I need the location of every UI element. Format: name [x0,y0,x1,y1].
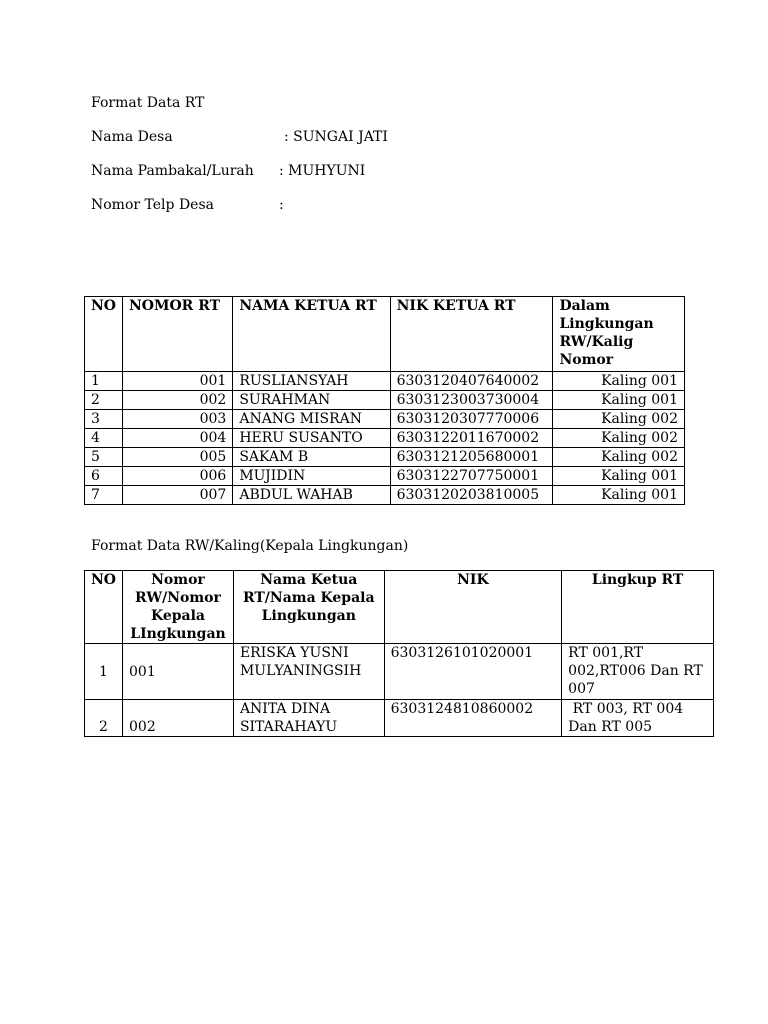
table-row [85,644,714,700]
cell-lingkup-rt: RT 001,RT 002,RT006 Dan RT 007 [562,644,714,700]
cell-nomor-rt: 002 [123,391,233,410]
cell-kaling: Kaling 002 [553,429,685,448]
cell-nomor-rt: 005 [123,448,233,467]
cell-nomor-rw: 001 [123,644,234,700]
field-label-nomor-telp: Nomor Telp Desa [91,197,214,213]
table-row [85,391,685,410]
cell-no: 6 [85,467,123,486]
cell-no: 2 [85,700,123,737]
cell-nik: 6303126101020001 [384,644,562,700]
cell-no: 2 [85,391,123,410]
rw-table-header-row [85,571,714,644]
cell-nama-ketua: ABDUL WAHAB [233,486,390,505]
cell-nik: 6303120203810005 [390,486,553,505]
field-value-nama-desa: : SUNGAI JATI [284,129,388,145]
rt-table-header-row [85,297,685,372]
rw-section-title: Format Data RW/Kaling(Kepala Lingkungan) [91,538,409,554]
table-row [85,410,685,429]
rw-header-lingkup: Lingkup RT [562,571,714,644]
cell-nama-kepala: ANITA DINA SITARAHAYU [233,700,384,737]
table-row [85,448,685,467]
cell-nomor-rt: 007 [123,486,233,505]
cell-no: 5 [85,448,123,467]
cell-nama-kepala: ERISKA YUSNI MULYANINGSIH [233,644,384,700]
rw-header-nomor: Nomor RW/Nomor Kepala LIngkungan [123,571,234,644]
table-row [85,429,685,448]
field-label-nama-pambakal: Nama Pambakal/Lurah [91,163,254,179]
cell-nama-ketua: SAKAM B [233,448,390,467]
cell-nik: 6303122707750001 [390,467,553,486]
cell-nik: 6303121205680001 [390,448,553,467]
cell-nomor-rt: 004 [123,429,233,448]
cell-nik: 6303124810860002 [384,700,562,737]
table-row [85,467,685,486]
document-title: Format Data RT [91,95,205,111]
cell-nama-ketua: ANANG MISRAN [233,410,390,429]
cell-nomor-rt: 001 [123,372,233,391]
cell-nama-ketua: HERU SUSANTO [233,429,390,448]
rw-table [84,570,714,737]
cell-kaling: Kaling 001 [553,467,685,486]
rt-header-no: NO [85,297,123,372]
rw-header-nik: NIK [384,571,562,644]
cell-kaling: Kaling 001 [553,391,685,410]
rt-table [84,296,685,505]
cell-nik: 6303123003730004 [390,391,553,410]
rt-header-nomor-rt: NOMOR RT [123,297,233,372]
field-label-nama-desa: Nama Desa [91,129,173,145]
rw-header-no: NO [85,571,123,644]
cell-nik: 6303120307770006 [390,410,553,429]
table-row [85,372,685,391]
rt-header-lingkungan: Dalam Lingkungan RW/Kalig Nomor [553,297,685,372]
field-value-nomor-telp: : [279,197,284,213]
cell-no: 7 [85,486,123,505]
cell-no: 4 [85,429,123,448]
cell-nama-ketua: RUSLIANSYAH [233,372,390,391]
cell-kaling: Kaling 001 [553,372,685,391]
cell-nama-ketua: MUJIDIN [233,467,390,486]
cell-nama-ketua: SURAHMAN [233,391,390,410]
cell-no: 3 [85,410,123,429]
rt-header-nik: NIK KETUA RT [390,297,553,372]
cell-kaling: Kaling 001 [553,486,685,505]
cell-lingkup-rt: RT 003, RT 004 Dan RT 005 [562,700,714,737]
table-row [85,700,714,737]
rw-header-nama: Nama Ketua RT/Nama Kepala Lingkungan [233,571,384,644]
cell-kaling: Kaling 002 [553,448,685,467]
cell-nomor-rt: 006 [123,467,233,486]
cell-nik: 6303122011670002 [390,429,553,448]
cell-nik: 6303120407640002 [390,372,553,391]
table-row [85,486,685,505]
field-value-nama-pambakal: : MUHYUNI [279,163,366,179]
cell-nomor-rt: 003 [123,410,233,429]
cell-nomor-rw: 002 [123,700,234,737]
cell-no: 1 [85,372,123,391]
cell-kaling: Kaling 002 [553,410,685,429]
rt-header-nama-ketua: NAMA KETUA RT [233,297,390,372]
cell-no: 1 [85,644,123,700]
